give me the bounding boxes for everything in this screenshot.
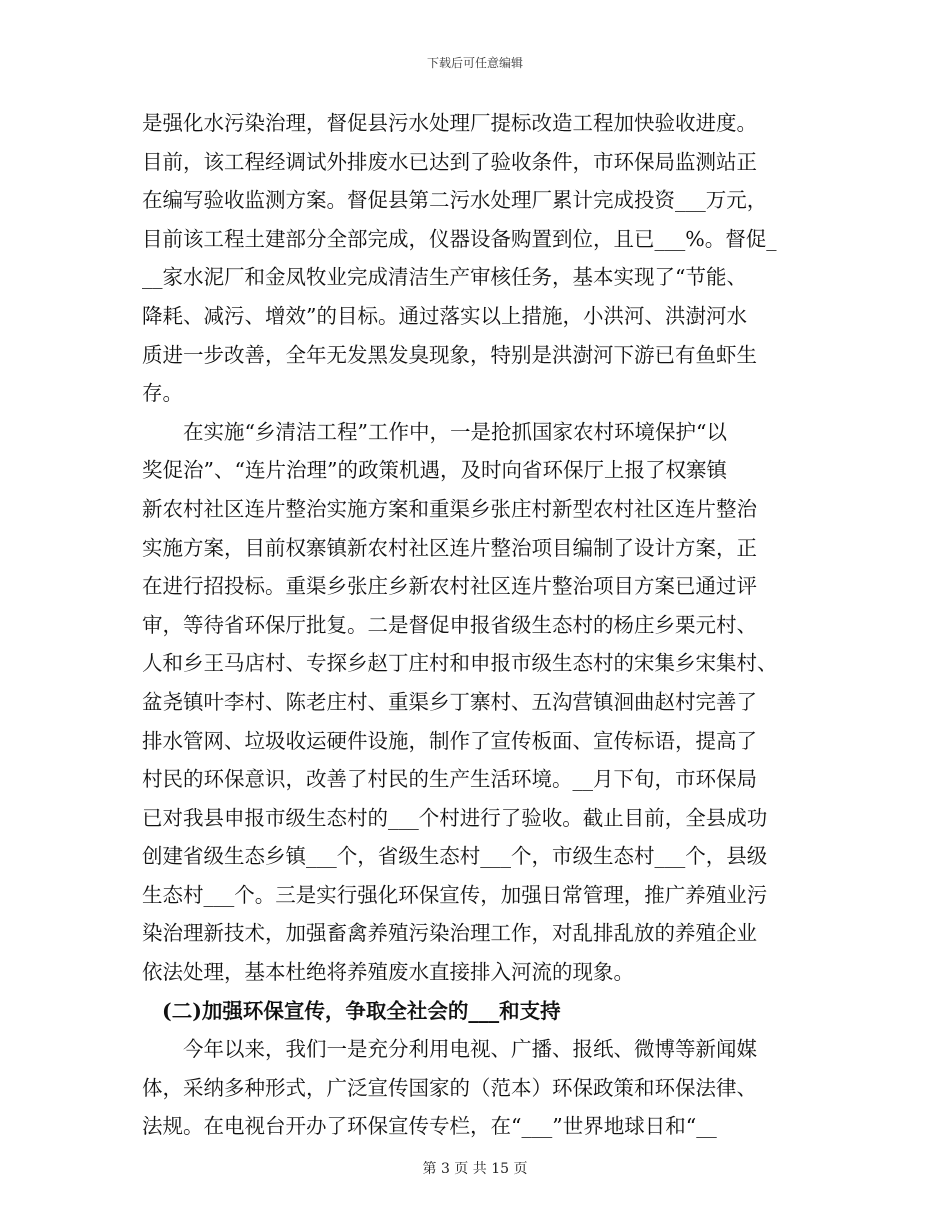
section-heading: (二)加强环保宣传，争取全社会的___和支持 [162,998,561,1023]
text-line: 已对我县申报市级生态村的___个村进行了验收。截止目前，全县成功 [142,805,768,830]
text-line: 审，等待省环保厅批复。二是督促申报省级生态村的杨庄乡栗元村、 [142,612,757,637]
text-line: 质进一步改善，全年无发黑发臭现象，特别是洪澍河下游已有鱼虾生 [142,342,757,367]
text-line: 新农村社区连片整治实施方案和重渠乡张庄村新型农村社区连片整治 [142,496,757,521]
paragraph-start-line: 今年以来，我们一是充分利用电视、广播、报纸、微博等新闻媒 [183,1037,757,1062]
text-line: 盆尧镇叶李村、陈老庄村、重渠乡丁寨村、五沟营镇洄曲赵村完善了 [142,689,757,714]
text-line: 人和乡王马店村、专探乡赵丁庄村和申报市级生态村的宋集乡宋集村、 [142,651,778,676]
text-line: 目前，该工程经调试外排废水已达到了验收条件，市环保局监测站正 [142,149,757,174]
text-line: 是强化水污染治理，督促县污水处理厂提标改造工程加快验收进度。 [142,111,757,135]
page-header: 下载后可任意编辑 [426,56,523,70]
text-line: 生态村___个。三是实行强化环保宣传，加强日常管理，推广养殖业污 [142,882,768,907]
text-line: 排水管网、垃圾收运硬件设施，制作了宣传板面、宣传标语，提高了 [142,728,757,753]
text-line: 法规。在电视台开办了环保宣传专栏，在“___”世界地球日和“__ [142,1114,717,1139]
text-line: 在进行招投标。重渠乡张庄乡新农村社区连片整治项目方案已通过评 [142,574,757,599]
page-number: 第 3 页 共 15 页 [422,1161,528,1177]
document-body [142,104,812,1146]
text-line: 创建省级生态乡镇___个，省级生态村___个，市级生态村___个，县级 [142,844,768,869]
text-line: 染治理新技术，加强畜禽养殖污染治理工作，对乱排乱放的养殖企业 [142,921,757,946]
text-line: 依法处理，基本杜绝将养殖废水直接排入河流的现象。 [142,960,634,985]
text-line: 奖促治”、“连片治理”的政策机遇，及时向省环保厅上报了权寨镇 [142,458,727,483]
paragraph-start-line: 在实施“乡清洁工程”工作中，一是抢抓国家农村环境保护“以 [183,419,727,444]
text-line: 在编写验收监测方案。督促县第二污水处理厂累计完成投资___万元， [142,188,768,213]
text-line: 村民的环保意识，改善了村民的生产生活环境。__月下旬，市环保局 [142,767,757,792]
text-line: 体，采纳多种形式，广泛宣传国家的（范本）环保政策和环保法律、 [142,1075,757,1100]
text-line: 目前该工程土建部分全部完成，仪器设备购置到位，且已___%。督促_ [142,226,777,251]
text-line: 降耗、减污、增效”的目标。通过落实以上措施，小洪河、洪澍河水 [142,303,747,328]
text-line: __家水泥厂和金凤牧业完成清洁生产审核任务，基本实现了“节能、 [142,265,747,290]
text-line: 存。 [142,381,183,406]
text-line: 实施方案，目前权寨镇新农村社区连片整治项目编制了设计方案，正 [142,535,757,560]
